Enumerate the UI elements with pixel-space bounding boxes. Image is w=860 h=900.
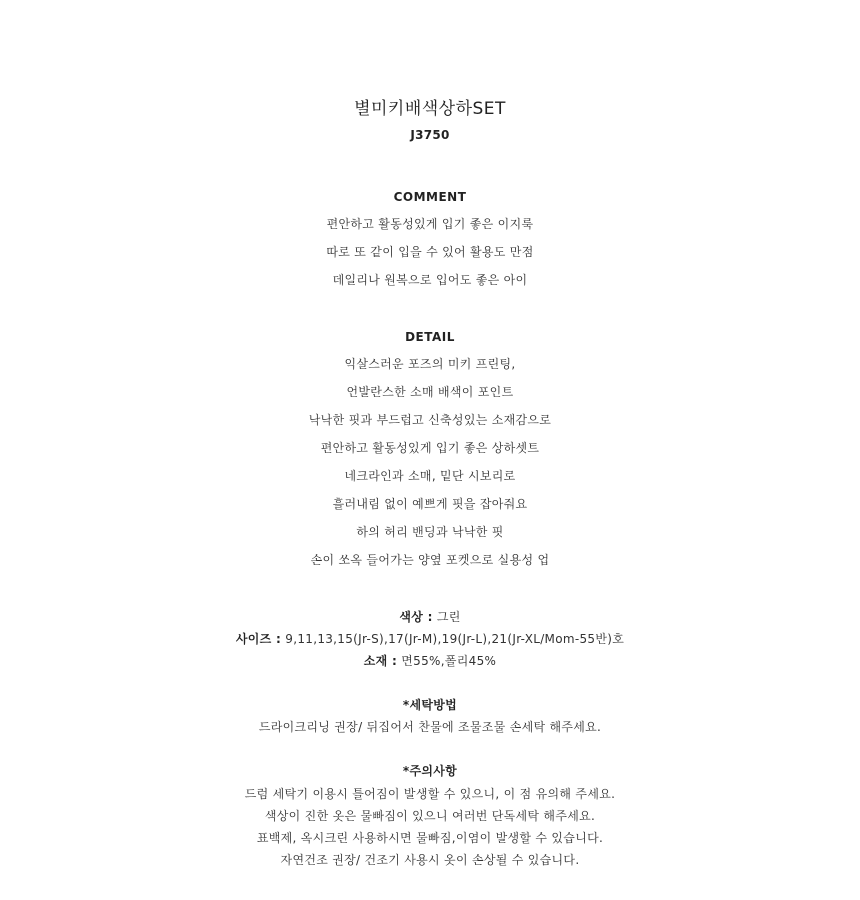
caution-line: 자연건조 권장/ 건조기 사용시 옷이 손상될 수 있습니다. bbox=[280, 853, 580, 867]
spec-material bbox=[0, 653, 860, 669]
comment-line: 따로 또 같이 입을 수 있어 활용도 만점 bbox=[326, 245, 534, 259]
caution-line: 표백제, 옥시크린 사용하시면 물빠짐,이염이 발생할 수 있습니다. bbox=[256, 831, 604, 845]
detail-line: 흘러내림 없이 예쁘게 핏을 잡아줘요 bbox=[332, 497, 528, 511]
spec-material-value: 면55%,폴리45% bbox=[401, 654, 497, 668]
spec-size-value: 9,11,13,15(Jr-S),17(Jr-M),19(Jr-L),21(Jr-XL/Mom-55반)호 bbox=[285, 632, 625, 646]
spec-color-label: 색상 : bbox=[399, 610, 433, 624]
detail-line: 하의 허리 밴딩과 낙낙한 핏 bbox=[356, 525, 504, 539]
spec-color-value: 그린 bbox=[436, 610, 461, 624]
detail-line: 낙낙한 핏과 부드럽고 신축성있는 소재감으로 bbox=[308, 413, 552, 427]
washing-heading: *세탁방법 bbox=[402, 698, 458, 712]
detail-heading: DETAIL bbox=[405, 330, 455, 344]
spec-size bbox=[0, 631, 860, 647]
detail-line: 익살스러운 포즈의 미키 프린팅, bbox=[344, 357, 516, 371]
detail-line: 네크라인과 소매, 밑단 시보리로 bbox=[344, 469, 516, 483]
product-code: J3750 bbox=[410, 128, 450, 142]
detail-line: 언발란스한 소매 배색이 포인트 bbox=[346, 385, 514, 399]
detail-line: 손이 쏘옥 들어가는 양옆 포켓으로 실용성 업 bbox=[310, 553, 550, 567]
caution-heading: *주의사항 bbox=[402, 764, 458, 778]
caution-line: 색상이 진한 옷은 물빠짐이 있으니 여러번 단독세탁 해주세요. bbox=[264, 809, 596, 823]
spec-size-label: 사이즈 : bbox=[235, 632, 282, 646]
washing-line: 드라이크리닝 권장/ 뒤집어서 찬물에 조물조물 손세탁 해주세요. bbox=[258, 720, 602, 734]
comment-line: 편안하고 활동성있게 입기 좋은 이지룩 bbox=[326, 217, 534, 231]
spec-material-label: 소재 : bbox=[363, 654, 398, 668]
product-title: 별미키배색상하SET bbox=[354, 99, 506, 119]
comment-heading: COMMENT bbox=[393, 190, 467, 204]
spec-color bbox=[0, 609, 860, 625]
comment-line: 데일리나 원복으로 입어도 좋은 아이 bbox=[332, 273, 528, 287]
caution-line: 드럼 세탁기 이용시 틀어짐이 발생할 수 있으니, 이 점 유의해 주세요. bbox=[244, 787, 616, 801]
detail-line: 편안하고 활동성있게 입기 좋은 상하셋트 bbox=[320, 441, 540, 455]
